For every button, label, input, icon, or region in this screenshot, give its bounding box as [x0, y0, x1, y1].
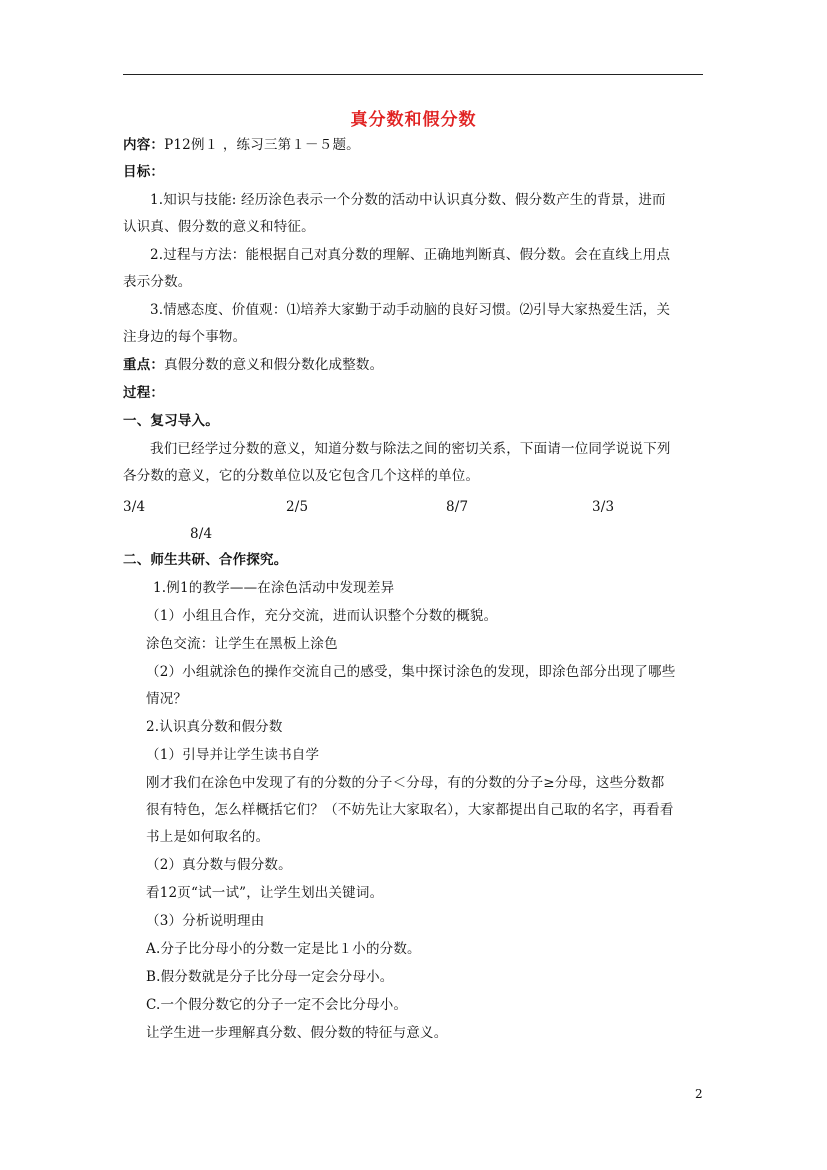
process-label: 过程：: [123, 385, 165, 401]
body-line: C.一个假分数它的分子一定不会比分母小。: [146, 997, 408, 1013]
body-line: （1）引导并让学生读书自学: [146, 747, 320, 763]
body-line: 看12页“试一试”，让学生划出关键词。: [146, 885, 384, 901]
content-label: 内容：: [123, 137, 165, 153]
goal1-line2: 认识真、假分数的意义和特征。: [123, 219, 315, 235]
goals-label: 目标：: [123, 164, 165, 180]
body-line: 刚才我们在涂色中发现了有的分数的分子＜分母，有的分数的分子≥分母，这些分数都: [146, 775, 665, 791]
body-line: 涂色交流：让学生在黑板上涂色: [146, 636, 338, 652]
body-line: 情况？: [146, 691, 188, 707]
header-rule: [123, 74, 703, 75]
body-line: A.分子比分母小的分数一定是比１小的分数。: [146, 941, 421, 957]
document-title: 真分数和假分数: [350, 110, 477, 130]
goal1-line1: 1.知识与技能: 经历涂色表示一个分数的活动中认识真分数、假分数产生的背景，进而: [150, 192, 666, 208]
body-line: （2）真分数与假分数。: [146, 857, 292, 873]
body-line: 书上是如何取名的。: [146, 829, 270, 845]
page-number: 2: [695, 1087, 703, 1101]
goal3-line1: 3.情感态度、价值观：⑴培养大家勤于动手动脑的良好习惯。⑵引导大家热爱生活，关: [150, 302, 671, 318]
fraction-item: 3/3: [592, 499, 615, 515]
section2-heading: 二、师生共研、合作探究。: [123, 552, 288, 568]
body-line: 2.认识真分数和假分数: [146, 719, 283, 735]
key-label: 重点：: [123, 357, 165, 373]
section1-heading: 一、复习导入。: [123, 413, 219, 429]
body-line: 让学生进一步理解真分数、假分数的特征与意义。: [146, 1025, 448, 1041]
fraction-item: 8/7: [446, 499, 469, 515]
body-line: 1.例1的教学——在涂色活动中发现差异: [153, 580, 395, 596]
goal2-line2: 表示分数。: [123, 274, 192, 290]
body-line: （2）小组就涂色的操作交流自己的感受，集中探讨涂色的发现，即涂色部分出现了哪些: [146, 664, 676, 680]
goal2-line1: 2.过程与方法：能根据自己对真分数的理解、正确地判断真、假分数。会在直线上用点: [150, 247, 671, 263]
fraction-item: 3/4: [123, 499, 146, 515]
section1-para-line1: 我们已经学过分数的意义，知道分数与除法之间的密切关系，下面请一位同学说说下列: [150, 441, 671, 457]
fraction-item: 8/4: [190, 526, 213, 542]
body-line: B.假分数就是分子比分母一定会分母小。: [146, 969, 394, 985]
key-text: 真假分数的意义和假分数化成整数。: [164, 357, 384, 373]
content-line: [123, 136, 360, 154]
fraction-item: 2/5: [286, 499, 309, 515]
content-text: P12例１ ，练习三第１－５题。: [164, 137, 360, 153]
body-line: （1）小组且合作，充分交流，进而认识整个分数的概貌。: [146, 608, 498, 624]
section1-para-line2: 各分数的意义，它的分数单位以及它包含几个这样的单位。: [123, 468, 480, 484]
goal3-line2: 注身边的每个事物。: [123, 329, 247, 345]
key-point-line: [123, 356, 383, 374]
body-line: （3）分析说明理由: [146, 913, 265, 929]
body-line: 很有特色，怎么样概括它们？（不妨先让大家取名），大家都提出自己取的名字，再看看: [146, 802, 674, 818]
